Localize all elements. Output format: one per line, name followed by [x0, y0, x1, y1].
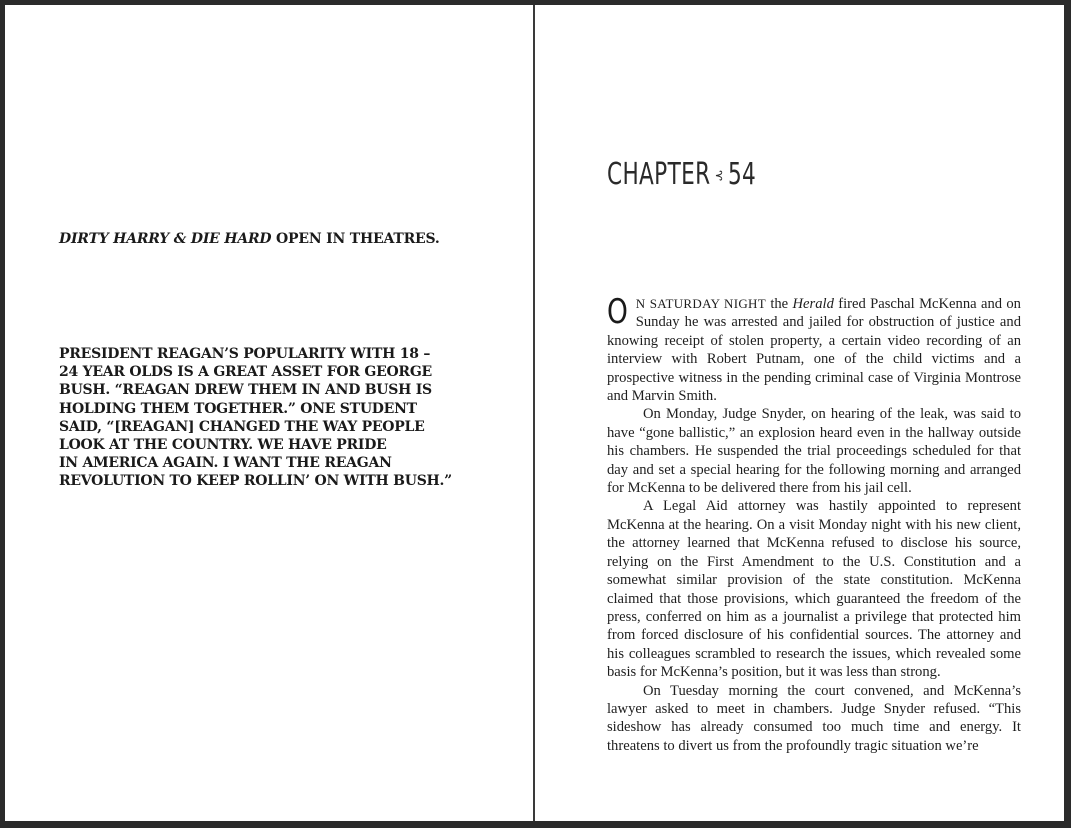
right-page [535, 5, 1064, 821]
quote-line: LOOK AT THE COUNTRY. WE HAVE PRIDE [59, 437, 387, 454]
quote-line: IN AMERICA AGAIN. I WANT THE REAGAN [59, 455, 392, 472]
headline-rest: OPEN IN THEATRES. [271, 231, 440, 247]
quote-line: REVOLUTION TO KEEP ROLLIN’ ON WITH BUSH.” [59, 473, 452, 490]
headline-italic-title: DIRTY HARRY & DIE HARD [59, 231, 272, 247]
paragraph-4: On Tuesday morning the court convened, and McKenna’s lawyer asked to meet in chambers. Judge Snyder refused. “This sideshow has already consumed too much time and energy. It threatens to divert us from the profoundly tragic situation we’re [607, 682, 1021, 754]
chapter-ornament-icon: ⊰ [714, 167, 724, 184]
reagan-quote-block [59, 345, 459, 491]
p1-pre: the [765, 296, 793, 312]
quote-line: 24 YEAR OLDS IS A GREAT ASSET FOR GEORGE [59, 364, 432, 381]
opening-smallcaps: N SATURDAY NIGHT [635, 296, 766, 311]
drop-cap: O [607, 292, 628, 332]
paragraph-3: A Legal Aid attorney was hastily appointed to represent McKenna at the hearing. On a visit Monday night with his new client, the attorney learned that McKenna refused to disclose his source, relying on the First Amendment to the U.S. Constitution and a somewhat similar provision of the state constitution. McKenna claimed that those provisions, which guaranteed the freedom of the press, conferred on him as a journalist a privilege that protected him from forced disclosure of his confidential sources. The attorney and his colleagues scrambled to research the issues, which revealed some basis for McKenna’s position, but it was less than strong. [607, 498, 1021, 681]
quote-line: BUSH. “REAGAN DREW THEM IN AND BUSH IS [59, 382, 432, 399]
book-spread [5, 5, 1064, 821]
chapter-heading [607, 157, 756, 192]
headline-movies [59, 231, 440, 247]
quote-line: HOLDING THEM TOGETHER.” ONE STUDENT [59, 400, 417, 417]
newspaper-name: Herald [792, 296, 834, 312]
p1-rest: fired Paschal McKenna and on Sunday he was arrested and jailed for obstruction of justice and knowing receipt of stolen property, a certain video recording of an interview with Robert Putnam, one of the child victims and a prospective witness in the pending criminal case of Virginia Montrose and Marvin Smith. [607, 296, 1021, 405]
chapter-word: CHAPTER [607, 157, 711, 192]
chapter-number: 54 [727, 157, 757, 192]
paragraph-1 [607, 292, 1021, 405]
quote-line: PRESIDENT REAGAN’S POPULARITY WITH 18 – [59, 346, 431, 362]
paragraph-2: On Monday, Judge Snyder, on hearing of the leak, was said to have “gone ballistic,” an explosion heard even in the hallway outside his chambers. He suspended the trial proceedings scheduled for that day and set a special hearing for the following morning and arranged for McKenna to be delivered there from his jail cell. [607, 406, 1021, 497]
chapter-body [607, 292, 1021, 755]
quote-line: SAID, “[REAGAN] CHANGED THE WAY PEOPLE [59, 418, 425, 435]
left-page [5, 5, 533, 821]
